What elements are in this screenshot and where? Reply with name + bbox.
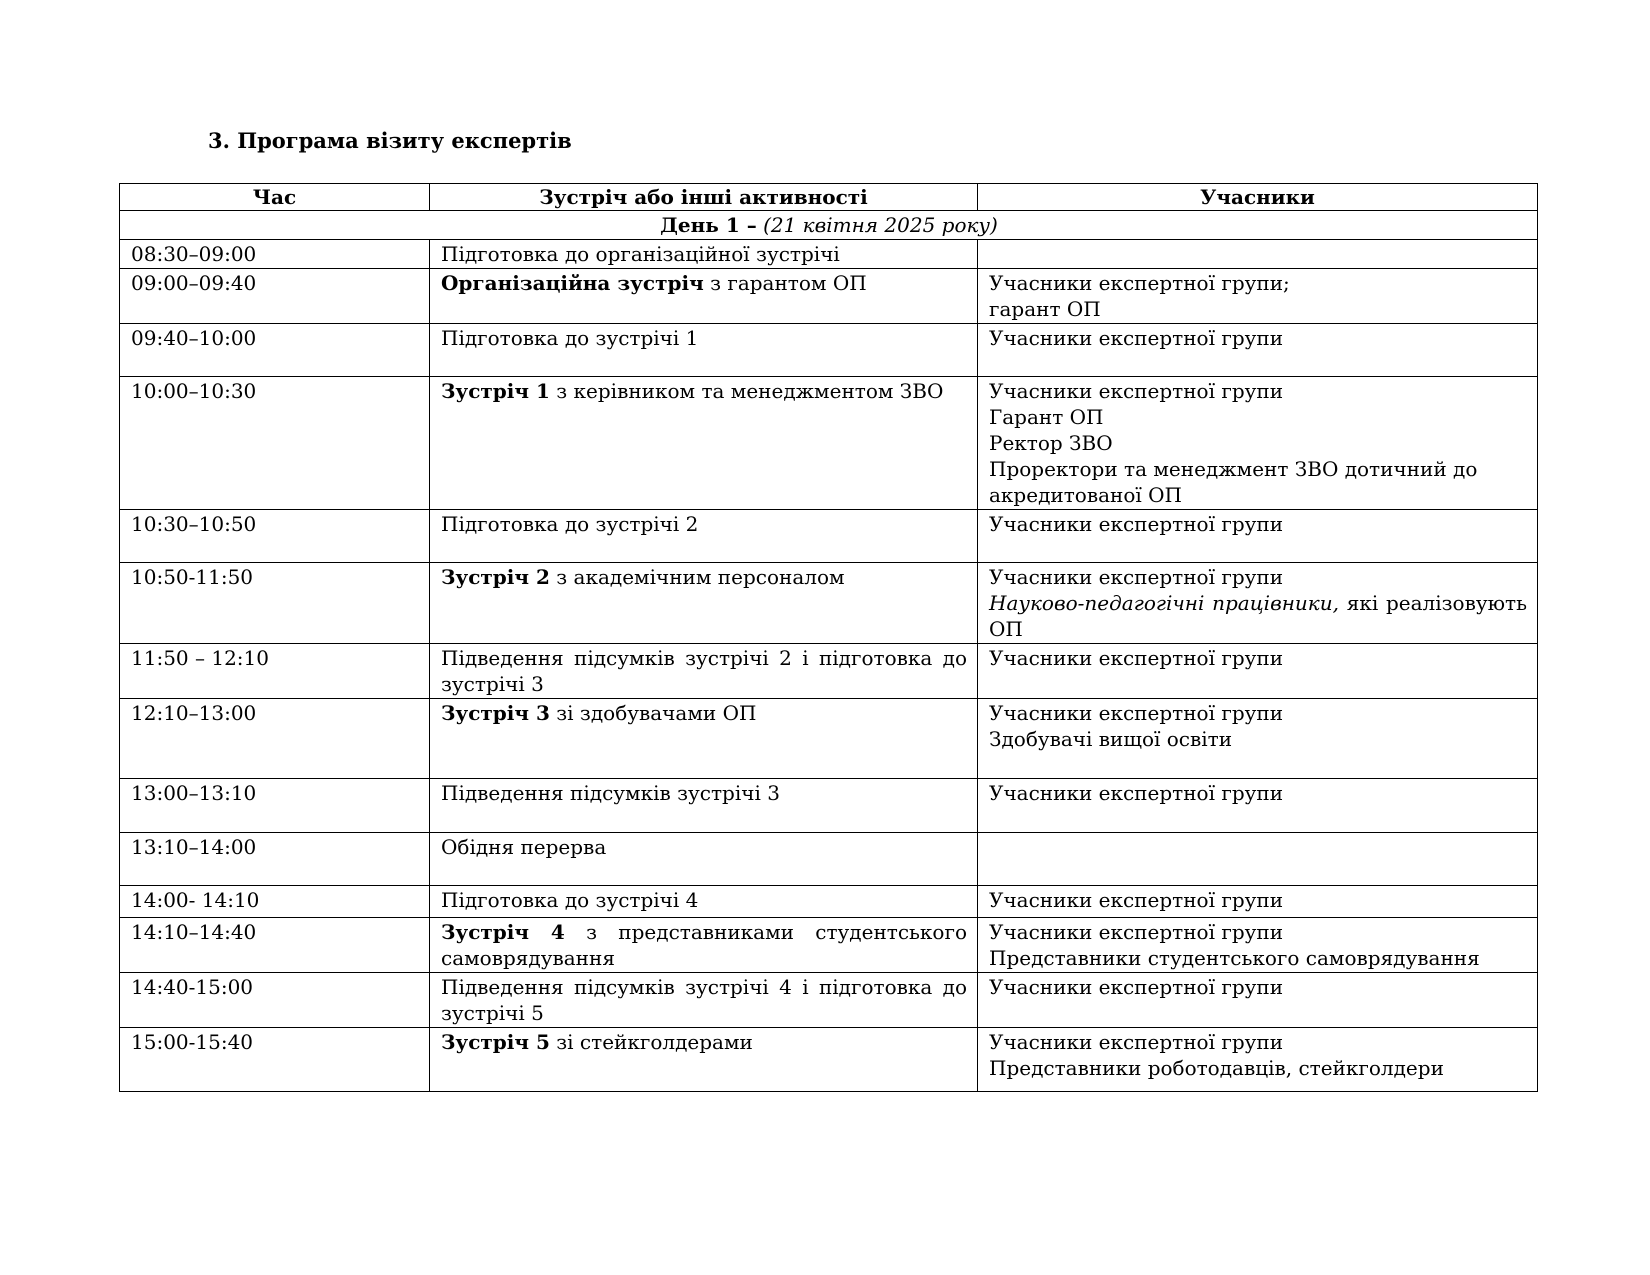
participant-line: Учасники експертної групи; [989, 271, 1290, 295]
column-header-time: Час [120, 184, 430, 211]
participants-cell [978, 886, 1538, 918]
activity-bold: Зустріч 4 [441, 920, 565, 944]
participants-cell [978, 1028, 1538, 1092]
activity-bold: Зустріч 2 [441, 565, 550, 589]
participant-line: Учасники експертної групи [989, 379, 1284, 403]
participant-line: гарант ОП [989, 297, 1101, 321]
activity-bold: Зустріч 3 [441, 701, 550, 725]
activity-text: Підготовка до зустрічі 1 [441, 326, 699, 350]
activity-text: Підготовка до зустрічі 2 [441, 512, 699, 536]
participants-cell [978, 644, 1538, 699]
participant-line: Учасники експертної групи [989, 701, 1284, 725]
participant-line: Гарант ОП [989, 405, 1104, 429]
participant-line: Учасники експертної групи [989, 512, 1284, 536]
participants-cell [978, 269, 1538, 324]
time-cell: 08:30–09:00 [120, 240, 430, 269]
column-header-activity: Зустріч або інші активності [430, 184, 978, 211]
activity-cell [430, 973, 978, 1028]
activity-cell [430, 563, 978, 644]
table-header-row [120, 184, 1538, 211]
table-row [120, 377, 1538, 510]
page-title: 3. Програма візиту експертів [208, 128, 572, 153]
table-row [120, 1028, 1538, 1092]
activity-cell [430, 1028, 978, 1092]
activity-text: Обідня перерва [441, 835, 607, 859]
time-cell: 13:10–14:00 [120, 833, 430, 886]
time-cell: 14:40-15:00 [120, 973, 430, 1028]
activity-text: з представниками студентського самоврядування [441, 920, 967, 970]
time-cell: 09:00–09:40 [120, 269, 430, 324]
time-cell: 14:00- 14:10 [120, 886, 430, 918]
activity-bold: Зустріч 5 [441, 1030, 550, 1054]
day-date: (21 квітня 2025 року) [763, 213, 998, 237]
participants-cell [978, 324, 1538, 377]
table-row [120, 918, 1538, 973]
participants-cell [978, 563, 1538, 644]
activity-cell [430, 240, 978, 269]
activity-text: зі здобувачами ОП [549, 701, 757, 725]
time-cell: 13:00–13:10 [120, 779, 430, 833]
table-row [120, 699, 1538, 779]
activity-text: Підготовка до організаційної зустрічі [441, 242, 840, 266]
day-heading [120, 211, 1538, 240]
table-row [120, 510, 1538, 563]
time-cell: 10:50-11:50 [120, 563, 430, 644]
activity-text: Підведення підсумків зустрічі 2 і підготовка до зустрічі 3 [441, 646, 967, 696]
participant-line: Проректори та менеджмент ЗВО дотичний до акредитованої ОП [989, 457, 1478, 507]
table-row [120, 269, 1538, 324]
day-label: День 1 – [660, 213, 757, 237]
time-cell: 10:00–10:30 [120, 377, 430, 510]
participant-line: Представники роботодавців, стейкголдери [989, 1056, 1444, 1080]
participant-tail: які реалізовують ОП [989, 591, 1527, 641]
activity-text: Підведення підсумків зустрічі 3 [441, 781, 780, 805]
time-cell: 10:30–10:50 [120, 510, 430, 563]
participant-italic: Науково-педагогічні працівники, [989, 591, 1339, 615]
participants-cell [978, 510, 1538, 563]
participant-line: Учасники експертної групи [989, 920, 1284, 944]
table-row [120, 973, 1538, 1028]
table-row [120, 886, 1538, 918]
time-cell: 11:50 – 12:10 [120, 644, 430, 699]
participant-line: Учасники експертної групи [989, 888, 1284, 912]
time-cell: 14:10–14:40 [120, 918, 430, 973]
activity-text: Підготовка до зустрічі 4 [441, 888, 699, 912]
activity-bold: Зустріч 1 [441, 379, 550, 403]
activity-text: зі стейкголдерами [549, 1030, 753, 1054]
participants-cell [978, 973, 1538, 1028]
table-row [120, 324, 1538, 377]
activity-cell [430, 269, 978, 324]
participants-cell [978, 918, 1538, 973]
column-header-participants: Учасники [978, 184, 1538, 211]
activity-text: з керівником та менеджментом ЗВО [549, 379, 944, 403]
day-row [120, 211, 1538, 240]
visit-schedule-table [119, 183, 1538, 1092]
participants-cell [978, 699, 1538, 779]
table-row [120, 833, 1538, 886]
activity-cell [430, 510, 978, 563]
participant-line: Учасники експертної групи [989, 1030, 1284, 1054]
time-cell: 12:10–13:00 [120, 699, 430, 779]
activity-cell [430, 833, 978, 886]
participant-line: Представники студентського самоврядування [989, 946, 1480, 970]
participants-cell [978, 833, 1538, 886]
participant-line: Учасники експертної групи [989, 781, 1284, 805]
participant-line: Ректор ЗВО [989, 431, 1113, 455]
participant-line: Здобувачі вищої освіти [989, 727, 1233, 751]
participants-cell [978, 779, 1538, 833]
table-row [120, 644, 1538, 699]
activity-cell [430, 779, 978, 833]
activity-text: з гарантом ОП [703, 271, 867, 295]
activity-text: з академічним персоналом [549, 565, 845, 589]
participants-cell [978, 377, 1538, 510]
participants-cell [978, 240, 1538, 269]
participant-line: Учасники експертної групи [989, 975, 1284, 999]
activity-cell [430, 377, 978, 510]
activity-text: Підведення підсумків зустрічі 4 і підготовка до зустрічі 5 [441, 975, 967, 1025]
participant-line: Учасники експертної групи [989, 565, 1284, 589]
time-cell: 15:00-15:40 [120, 1028, 430, 1092]
activity-bold: Організаційна зустріч [441, 271, 704, 295]
activity-cell [430, 324, 978, 377]
table-row [120, 779, 1538, 833]
activity-cell [430, 644, 978, 699]
participant-line: Учасники експертної групи [989, 646, 1284, 670]
table-row [120, 240, 1538, 269]
time-cell: 09:40–10:00 [120, 324, 430, 377]
participant-line: Учасники експертної групи [989, 326, 1284, 350]
table-row [120, 563, 1538, 644]
activity-cell [430, 918, 978, 973]
activity-cell [430, 886, 978, 918]
activity-cell [430, 699, 978, 779]
